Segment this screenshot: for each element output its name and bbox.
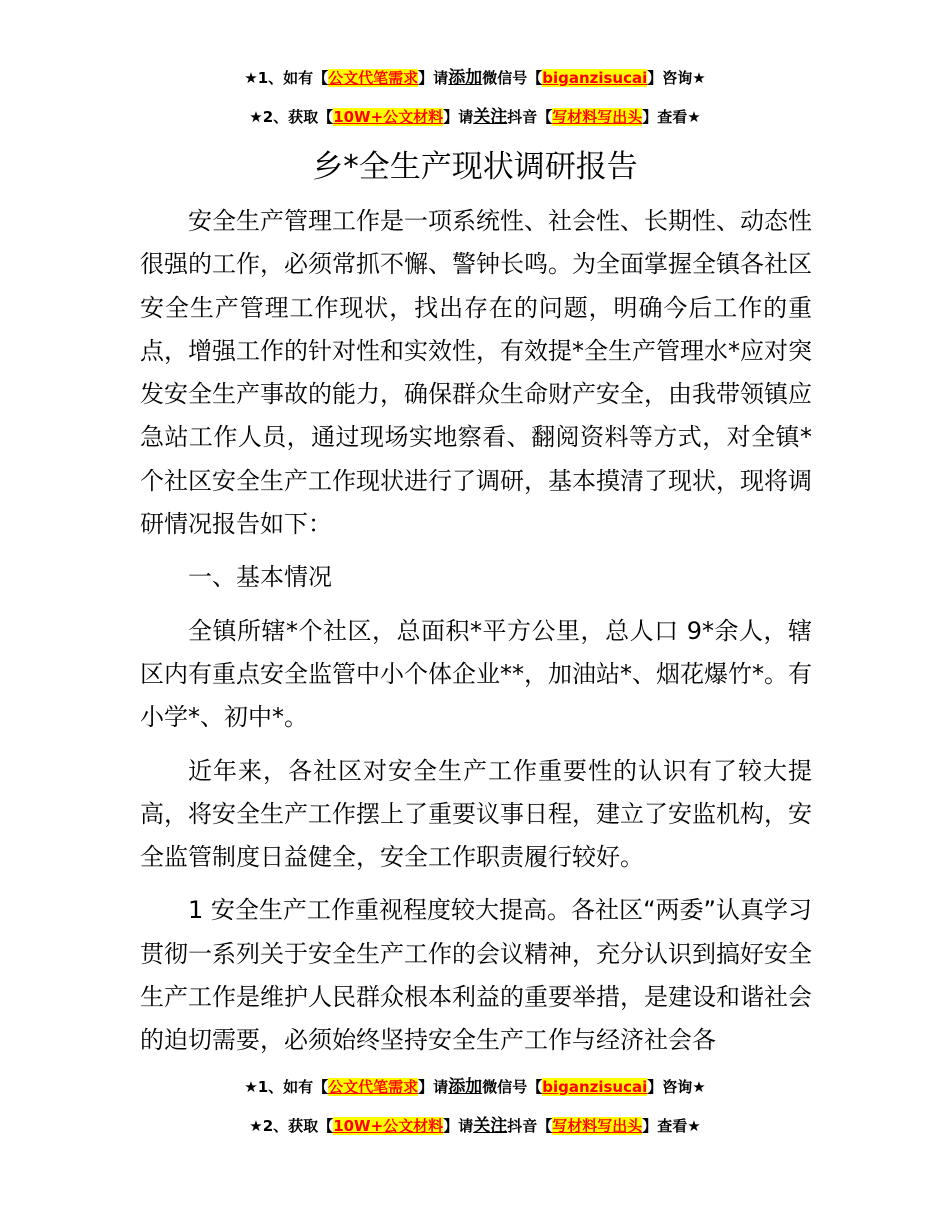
document-title: 乡*全生产现状调研报告 [312, 149, 638, 185]
promo-underlined: 添加 [448, 1077, 483, 1097]
promo-underlined: 添加 [448, 68, 483, 88]
promo-highlight: 10W+公文材料 [333, 1117, 444, 1135]
promo-text: 】咨询★ [647, 69, 706, 87]
promo-highlight: 公文代笔需求 [328, 1078, 419, 1096]
promo-underlined: 关注 [473, 1116, 508, 1136]
promo-highlight: 10W+公文材料 [333, 108, 444, 126]
promo-text: 】查看★ [642, 108, 701, 126]
promo-text: 微信号【 [482, 69, 543, 87]
paragraph-intro: 安全生产管理工作是一项系统性、社会性、长期性、动态性很强的工作，必须常抓不懈、警钟长鸣。为全面掌握全镇各社区安全生产管理工作现状，找出存在的问题，明确今后工作的重点，增强工作的针对性和实效性，有效提*全生产管理水*应对突发安全生产事故的能力，确保群众生命财产安全，由我带领镇应急站工作人员，通过现场实地察看、翻阅资料等方式，对全镇*个社区安全生产工作现状进行了调研，基本摸清了现状，现将调研情况报告如下： [140, 207, 812, 539]
promo-text: 】咨询★ [647, 1078, 706, 1096]
promo-text: ★2、获取【 [249, 1117, 334, 1135]
promo-highlight: biganzisucai [542, 1078, 648, 1096]
section-heading: 一、基本情况 [188, 563, 332, 592]
promo-text: ★2、获取【 [249, 108, 334, 126]
promo-text: 】请 [443, 1117, 474, 1135]
promo-highlight: 公文代笔需求 [328, 69, 419, 87]
header-promo-line-2 [0, 107, 950, 127]
promo-text: 抖音【 [507, 1117, 553, 1135]
paragraph-point-1: 1 安全生产工作重视程度较大提高。各社区“两委”认真学习贯彻一系列关于安全生产工作的会议精神，充分认识到搞好安全生产工作是维护人民群众根本利益的重要举措，是建设和谐社会的迫切需要，必须始终坚持安全生产工作与经济社会各 [140, 896, 812, 1055]
document-body [140, 200, 812, 1063]
promo-underlined: 关注 [473, 107, 508, 127]
footer-promo-line-1 [0, 1077, 950, 1097]
promo-text: 】请 [443, 108, 474, 126]
promo-text: ★1、如有【 [244, 1078, 329, 1096]
promo-highlight: 写材料写出头 [552, 108, 643, 126]
paragraph-basic-info: 全镇所辖*个社区，总面积*平方公里，总人口 9*余人，辖区内有重点安全监管中小个体企业**，加油站*、烟花爆竹*。有小学*、初中*。 [140, 616, 812, 732]
header-promo-line-1 [0, 68, 950, 88]
promo-text: ★1、如有【 [244, 69, 329, 87]
promo-highlight: biganzisucai [542, 69, 648, 87]
promo-text: 抖音【 [507, 108, 553, 126]
promo-text: 微信号【 [482, 1078, 543, 1096]
promo-text: 】查看★ [642, 1117, 701, 1135]
footer-promo-line-2 [0, 1116, 950, 1136]
paragraph-recent-years: 近年来，各社区对安全生产工作重要性的认识有了较大提高，将安全生产工作摆上了重要议事日程，建立了安监机构，安全监管制度日益健全，安全工作职责履行较好。 [140, 756, 812, 872]
promo-text: 】请 [418, 69, 449, 87]
promo-text: 】请 [418, 1078, 449, 1096]
promo-highlight: 写材料写出头 [552, 1117, 643, 1135]
